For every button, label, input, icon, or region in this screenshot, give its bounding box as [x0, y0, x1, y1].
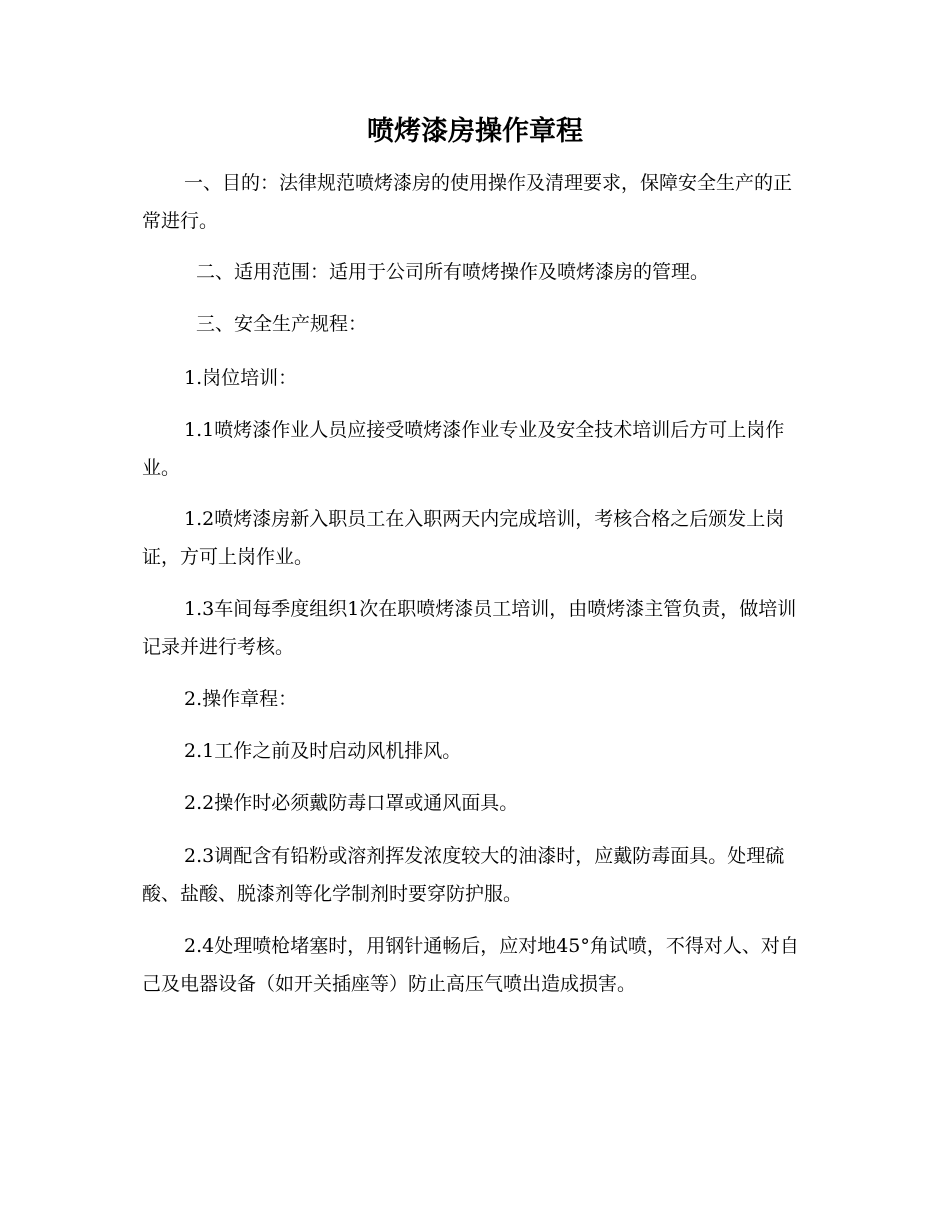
paragraph-text: 2.3调配含有铅粉或溶剂挥发浓度较大的油漆时，应戴防毒面具。处理硫酸、盐酸、脱漆剂等化学制剂时要穿防护服。	[142, 845, 785, 905]
paragraph-text: 2.操作章程：	[184, 688, 298, 710]
paragraph-text: 2.4处理喷枪堵塞时，用钢针通畅后，应对地45°角试喷，不得对人、对自己及电器设备（如开关插座等）防止高压气喷出造成损害。	[142, 935, 799, 995]
paragraph-2-3	[142, 837, 810, 913]
paragraph-text: 1.岗位培训：	[184, 367, 298, 389]
paragraph-text: 一、目的：法律规范喷烤漆房的使用操作及清理要求，保障安全生产的正常进行。	[142, 172, 793, 232]
paragraph-2-4	[142, 927, 810, 1003]
paragraph-purpose	[142, 164, 810, 240]
paragraph-1-3	[142, 590, 810, 666]
paragraph-text: 二、适用范围：适用于公司所有喷烤操作及喷烤漆房的管理。	[196, 261, 710, 283]
section-training-heading	[142, 359, 810, 397]
paragraph-safety-rules	[142, 305, 810, 343]
paragraph-text: 2.1工作之前及时启动风机排风。	[184, 740, 462, 762]
paragraph-text: 1.1喷烤漆作业人员应接受喷烤漆作业专业及安全技术培训后方可上岗作业。	[142, 419, 785, 479]
paragraph-text: 2.2操作时必须戴防毒口罩或通风面具。	[184, 792, 519, 814]
document-title: 喷烤漆房操作章程	[367, 116, 583, 147]
paragraph-2-1	[142, 732, 810, 770]
paragraph-scope	[142, 253, 810, 291]
paragraph-1-2	[142, 500, 810, 576]
paragraph-1-1	[142, 411, 810, 487]
paragraph-text: 1.3车间每季度组织1次在职喷烤漆员工培训，由喷烤漆主管负责，做培训记录并进行考核。	[142, 598, 797, 658]
paragraph-text: 三、安全生产规程：	[196, 313, 368, 335]
section-operation-heading	[142, 680, 810, 718]
paragraph-2-2	[142, 784, 810, 822]
paragraph-text: 1.2喷烤漆房新入职员工在入职两天内完成培训，考核合格之后颁发上岗证，方可上岗作业。	[142, 508, 785, 568]
